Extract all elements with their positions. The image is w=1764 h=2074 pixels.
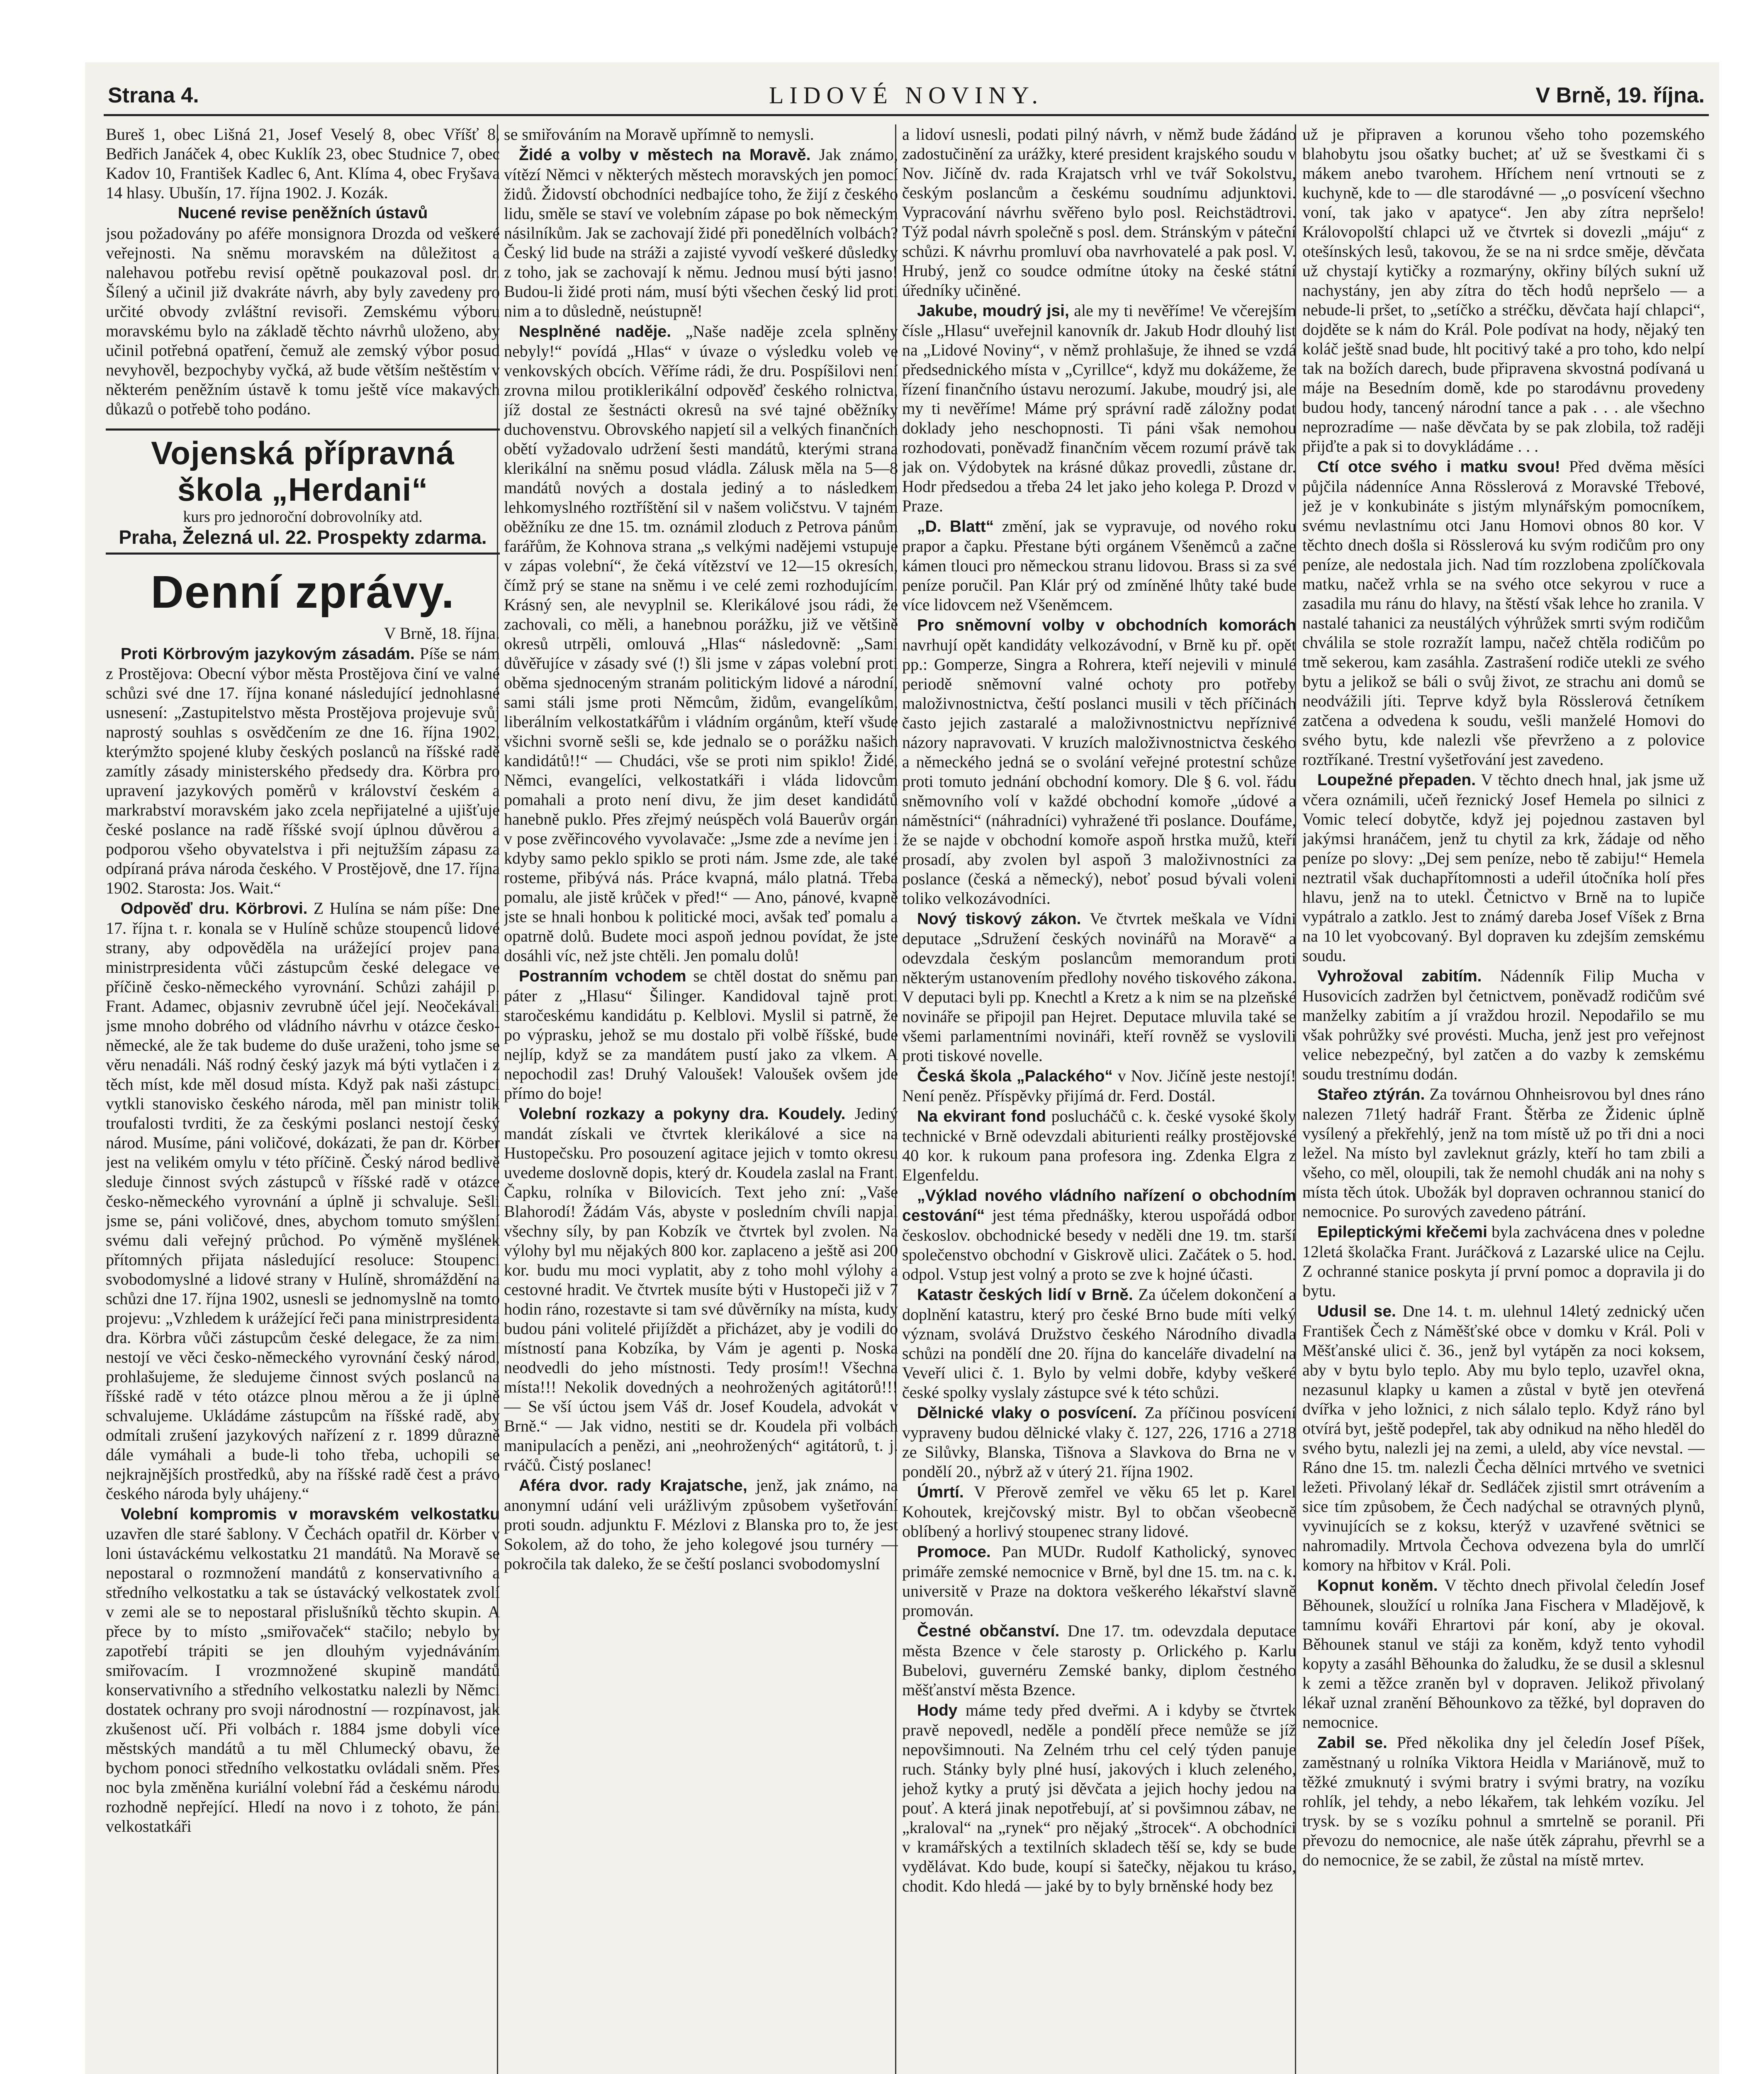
- article-heading: Volební kompromis v moravském velkostatku: [121, 1505, 500, 1523]
- article-heading: Aféra dvor. rady Krajatsche,: [519, 1477, 747, 1495]
- ad-address: Praha, Železná ul. 22. Prospekty zdarma.: [119, 526, 487, 548]
- article-heading: Epileptickými křečemi: [1317, 1223, 1487, 1241]
- article-heading: Úmrtí.: [917, 1483, 964, 1501]
- article-text: a lidoví usnesli, podati pilný návrh, v němž bude žádáno zadostučinění za urážky, které president krajského soudu v Nov. Jičíně dv. rada Krajatsch vrhl ve tvář Sokolstvu, českým poslancům a českému soudnímu adjunktovi. Vypracování návrhu svěřeno bylo posl. Reichstädtrovi. Týž podal návrh společně s posl. dem. Stránským v páteční schůzi. K návrhu promluví oba navrhovatelé a pak posl. V. Hrubý, jenž co soudce odmítne útoky na české státní úředníky učiněné.: [902, 125, 1296, 299]
- article-text: se smiřováním na Moravě upřímně to nemysli.: [504, 125, 814, 144]
- article-text: Jak známo, vítězí Němci v některých městech moravských jen pomocí židů. Židovstí obchodníci nedbajíce toho, že žijí z českého lidu, směle se staví ve volebním zápase po bok německým násilníkům. Jak se zachovají židé při ponedělních volbách? Český lid bude na stráži a zajisté vyvodí veškeré důsledky z toho, jak se zachovají k němu. Jednou musí býti jasno! Budou-li židé proti nám, musí býti všechen český lid proti nim a to důsledně, neústupně!: [504, 145, 898, 320]
- article-text: jest téma přednášky, kterou uspořádá odbor českoslov. obchodnické besedy v neděli dne 19. tm. starší společenstvo obchodní v Giskrově ulici. Začátek o 5. hod. odpol. Vstup jest volný a proto se zve k hojné účasti.: [902, 1206, 1296, 1283]
- article-heading: Promoce.: [917, 1543, 991, 1561]
- article-heading: Volební rozkazy a pokyny dra. Koudely.: [519, 1105, 846, 1123]
- advertisement: [106, 428, 500, 555]
- article-text: byla zachvácena dnes v poledne 12letá školačka Frant. Juráčková z Lazarské ulice na Cejlu. Z ochranné stanice poskyta jí první pomoc a dopravila ji do bytu.: [1302, 1222, 1705, 1300]
- article-heading: Katastr českých lidí v Brně.: [917, 1286, 1133, 1304]
- article-heading: Nesplněné naděje.: [519, 323, 672, 341]
- article-heading: Ctí otce svého i matku svou!: [1317, 458, 1560, 476]
- article-text: v Nov. Jičíně jeste nestojí! Není peněz. Příspěvky přijímá dr. Ferd. Dostál.: [902, 1066, 1296, 1105]
- article-heading: „D. Blatt“: [917, 518, 994, 536]
- article-heading: Loupežné přepaden.: [1317, 771, 1476, 789]
- article-text: Za příčinou posvícení vypraveny budou dělnické vlaky č. 127, 226, 1716 a 2718 ze Silůvky, Blanska, Tišnova a Slavkova do Brna ne v pondělí 20., nýbrž až v úterý 21. října 1902.: [902, 1403, 1296, 1481]
- article-text: navrhují opět kandidáty velkozávodní, v Brně ku př. opět pp.: Gomperze, Singra a Rohrera, kteří nejevili v minulé periodě sněmovní valné ochoty pro potřeby maloživnostnictva, čeští poslanci musili v těch příčinách často jejich zastaralé a maloživnostnictvu nepříznivé názory napravovati. V kruzích maloživnostnictva českého a německého jedná se o svolání veřejné protestní schůze proti tomuto jednání obchodní komory. Dle § 6. vol. řádu sněmovního volí v každé obchodní komoře „údové a náměstníci“ (náhradníci) vyhražené tři poslance. Doufáme, že se najde v obchodní komoře aspoň hrstka mužů, kteří prosadí, aby zvolen byl aspoň 3 maloživnostníci za poslance (česká a německý), neboť posud bývali voleni toliko velkozávodníci.: [902, 635, 1296, 908]
- ad-title: Vojenská přípravná škola „Herdani“: [151, 435, 455, 508]
- article-text: Pan MUDr. Rudolf Katholický, synovec primáře zemské nemocnice v Brně, byl dne 15. tm. na c. k. universitě v Praze na doktora veškerého lékařství slavně promován.: [902, 1542, 1296, 1620]
- article-heading: Česká škola „Palackého“: [917, 1067, 1113, 1085]
- article-text: Před několika dny jel čeledín Josef Píšek, zaměstnaný u rolníka Viktora Heidla v Mariánově, muž to těžké zmuknutý i svými bratry i svými bratry, na vozíku rohlík, jel tehdy, a nebo lékařem, tak lehkém vozíku. Jel trysk. by se s vozíku pohnul a smrtelně se poranil. Při převozu do nemocnice, ale naše útěk záprahu, převrhl se a do nemocnice, že se zabil, že zůstal na místě mrtev.: [1302, 1733, 1705, 1869]
- article-heading: „Výklad nového vládního nařízení o obchodním cestování“: [902, 1187, 1296, 1224]
- section-title: Denní zprávy.: [151, 567, 455, 618]
- article-text: Dne 14. t. m. ulehnul 14letý zednický učen František Čech z Náměšťské obce v domku v Král. Poli v Měšťanské ulici č. 36., jenž byl vytápěn za noci koksem, aby v bytu bylo teplo. Aby mu bylo teplo, uzavřel okna, nezasunul klapky u kamen a zůstal v bytě jen otevřená dvířka v jeho ložnici, z nich sálalo teplo. Když ráno byl otvírá byt, ještě podepřel, tak aby odnikud na něho hleděl do svého bytu, nalezli jej na zemi, a uleld, aby více nevstal. — Ráno dne 15. tm. nalezli Čecha dělníci mrtvého ve svetnici ležeti. Přivolaný lékař dr. Sedláček zjistil smrt otrávením a sice tím způsobem, že Čech nadýchal se otravných plynů, vyvinujících se z koksu, kterýž v uzavřené světnici se nahromadily. Mrtvola Čechova odvezena byla do umrlčí komory na hřbitov v Král. Poli.: [1302, 1302, 1705, 1574]
- page-number: Strana 4.: [108, 83, 199, 107]
- article-heading: Vyhrožoval zabitím.: [1317, 967, 1482, 985]
- article-text: jenž, jak známo, na anonymní udání veli urážlivým způsobem vyšetřování proti soudn. adjunktu F. Mézlovi z Blanska pro to, že jest Sokolem, až do toho, že jeho kolegové jsou turnéry — pokročila tak daleko, že se čeští poslanci svobodomyslní: [504, 1476, 898, 1573]
- article-text: uzavřen dle staré šablony. V Čechách opatřil dr. Körber v loni ústaváckému velkostatku 21 mandátů. Na Moravě se nepostaral o rozmnožení mandátů z konservativního a středního velkostatku a tak se ústavácký velkostatek zvolí v zemi ale se to nepostaral přislušníků těchto skupin. A přece by to místo „smiřovaček“ stačilo; nebylo by zapotřebí trápiti se jen dlouhým vyjednáváním smiřovacím. I vrozmnožené skupině mandátů konservativního a středního velkostatku nalezli by Němci dostatek ochrany pro svoji národnostní — rozpínavost, jak zkušenost učí. Při volbách r. 1884 jsme dobyli více městských mandátů a tu měl Chlumecký obavu, že bychom ponoci středního velkostatku ovládali sněm. Přes noc byla změněna kuriální volební řád a českému národu rozhodně nepřející. Hledí na novo i z tohoto, že páni velkostatkáři: [106, 1524, 500, 1835]
- article-heading: Nucené revise peněžních ústavů: [178, 204, 428, 222]
- article-heading: Zabil se.: [1317, 1734, 1387, 1752]
- article-text: jsou požadovány po aféře monsignora Drozda od veškeré veřejnosti. Na sněmu moravském na důležitost a nalehavou potřebu revisí opětně poukazoval posl. dr. Šílený a učinil již dvakráte návrh, aby byly zavedeny pro určité obvody zvláštní revisoři. Zemskému výboru moravskému bylo na základě těchto návrhů uloženo, aby učinil potřebná opatření, čemuž ale zemský výbor posud nevyhověl, bezpochyby vyčká, až bude větším neštěstím v některém peněžním ústavě k tomu ještě více makavých důkazů o potřebě toho podáno.: [106, 224, 500, 418]
- article-heading: Nový tiskový zákon.: [917, 910, 1081, 928]
- page-header: [108, 79, 1705, 112]
- article-text: Bureš 1, obec Lišná 21, Josef Veselý 8, obec Vříšť 8, Bedřich Janáček 4, obec Kuklík 23, obec Studnice 7, obec Kadov 10, František Kadlec 6, Ant. Klíma 4, obec Fryšava 14 hlasy. Ubušín, 17. října 1902. J. Kozák.: [106, 125, 500, 202]
- article-text: V těchto dnech hnal, jak jsme už včera oznámili, učeň řeznický Josef Hemela po silnici z Vomic telecí dobytče, když jej pojednou zastaven byl jakýmsi hranáčem, jenž tu chytil za krk, žádaje od něho peníze po slovy: „Dej sem peníze, nebo tě zabiju!“ Hemela neztratil však duchapřítomnosti a udeřil útočníka holí přes hlavu, jenž na to utekl. Četnictvo v Brně na to lupiče vypátralo a zatklo. Jest to známý dareba Josef Víšek z Brna na 10 let vyobcovaný. Byl dopraven ku zdejším zemskému soudu.: [1302, 770, 1705, 965]
- article-text: Dne 17. tm. odevzdala deputace města Bzence v čele starosty p. Orlického p. Karlu Bubelovi, guvernéru Zemské banky, diplom čestného měšťanství města Bzence.: [902, 1621, 1296, 1699]
- article-text: „Naše naděje zcela splněny nebyly!“ povídá „Hlas“ v úvaze o výsledku voleb ve venkovských obcích. Věříme rádi, že dru. Pospíšilovi není zrovna milou protiklerikální odpověď českého rolnictva, jíž dostal ze šestnácti okresů na své tajné oběžníky duchovenstvu. Obrovského napjetí sil a velkých finančních obětí vyžadovalo udržení šesti mandátů, kterými strana klerikální na sněmu posud vládla. Zálusk měla na 5—8 mandátů nových a dostala jediný a to následkem lehkomyslného roztříštění sil v našem voličstvu. V tajném oběžníku ze dne 15. tm. oznámil zloduch z Petrova pánům farářům, že Kohnova strana „s velkými nadějemi vstupuje v zápas volební“, že čeká vítězství ve 12—15 okresích, čímž prý se stane na sněmu i ve celé zemi rozhodujícím. Krásný sen, ale nevyplnil se. Klerikálové jsou rádi, že zachovali, co měli, a hanebnou porážku, již ve většině okresů utrpěli, omlouvá „Hlas“ následovně: „Sami důvěřujíce v zásady své (!) šli jsme v zápas volební proti oběma sjednoceným stranám politickým lidové a národní, sami stáli jsme proti Němcům, židům, evangelíkům, liberálním velkostatkářům i vládním orgánům, kteří všude všichni svorně sešli se, kde jednalo se o porážku našich kandidátů!!“ — Chudáci, vše se proti nim spiklo! Židé, Němci, evangelíci, velkostatkáři i vláda lidovcům pomahali a proto není divu, že jim deset kandidátů hanebně puklo. Přes zřejmý neúspěch volá Bauerův orgán v pose zvěřincového vyvolavače: „Jsme zde a nevíme jen i kdyby samo peklo spiklo se proti nám. Jsme zde, ale také rosteme, přibývá nás. Práce kvapná, málo platná. Třeba pomalu, ale jistě krůček v před!“ — Ano, pánové, kvapně jste se hnali honbou k politické moci, avšak teď pomalu a opatrně dolů. Budete moci aspoň jednou povídat, že jste dosáhli víc, než jste chtěli. Jen pomalu dolů!: [504, 322, 898, 965]
- article-text: Za účelem dokončení a doplnění katastru, který pro české Brno bude míti velký význam, svolává Družstvo českého Národního divadla schůzi na pondělí dne 20. října do kanceláře divadelní na Veveří ulici č. 1. Bylo by velmi dobře, kdyby veškeré české spolky vyslaly zástupce své k této schůzi.: [902, 1285, 1296, 1402]
- header-rule: [104, 114, 1709, 116]
- column-3: [902, 124, 1296, 2074]
- article-heading: Kopnut koněm.: [1317, 1577, 1438, 1594]
- article-text: V Přerově zemřel ve věku 65 let p. Karel Kohoutek, krejčovský mistr. Byl to občan všeobecně oblíbený a horlivý stoupenec strany lidové.: [902, 1482, 1296, 1541]
- column-1: [106, 124, 500, 2074]
- article-text: už je připraven a korunou všeho toho pozemského blahobytu jsou ošatky buchet; ať už se švestkami či s mákem anebo tvarohem. Hříchem není vrtnouti se z kuchyně, kde to — dle starodávné — „o posvícení všechno voní, tak jako v apatyce“. Jen aby zítra nepršelo! Královopolští chlapci už ve čtvrtek si dovezli „máju“ z otešínských lesů, takovou, že se na ni srdce směje, děvčata už chystají kytičky a rozmarýny, okřiny bílých sukní už nachystány, jen aby zítra do těch hodů nepršelo — a nebude-li pršet, to „setíčko a stréčku, děvčata hají chlapci“, dojděte se k nám do Král. Pole podívat na hody, nějaký ten koláč ještě snad bude, hlt pocitivý také a pro toho, kdo nelpí tak na božích darech, bude připravena skvostná podívaná u máje na Besedním domě, kde po starodávnu provedeny budou hody, tancený národní tance a pak . . . ale všechno neprozradíme — naše děvčata by se pak zlobila, tož raději přijďte a pak si to dovykládáme . . .: [1302, 125, 1705, 455]
- column-4: [1302, 124, 1705, 2074]
- article-text: Z Hulína se nám píše: Dne 17. října t. r. konala se v Hulíně schůze stoupenců lidové strany, aby odpověděla na urážející projev pana ministrpresidenta vůči zástupcům české delegace ve příčině česko-německého vyrovnání. Schůzi zahájil p. Frant. Adamec, objasniv zevrubně účel její. Neočekávali jsme mnoho dobrého od vládního návrhu v otázce česko-německé, ale že tak budeme do duše uraženi, toho jsme se věru nenadáli. Náš rodný český jazyk má býti vytlačen i z těch míst, kde měl dosud místa. Když pak naši zástupci vytkli stanovisko českého národa, měl pan ministr tolik troufalosti tvrditi, že za českými poslanci nestojí český národ. Musíme, páni voličové, dokázati, že pan dr. Körber jest na velikém omylu v této příčině. Český národ bedlivě sleduje činnost svých zástupců v říšské radě v otázce česko-německého vyrovnání a úplně ji schvaluje. Sešli jsme se, páni voličové, dnes, abychom tomuto smýšlení svému dali veřejný průchod. Po výměně myšlének přítomných přijata následující resoluce: Stoupenci svobodomyslné a lidové strany v Hulíně, shromáždění na schůzi dne 17. října 1902, usnesli se jednomyslně na tomto projevu: „Vzhledem k urážející řeči pana ministrpresidenta dra. Körbra vůči zástupcům české delegace, že za nimi nestojí ve věci česko-německého vyrovnání český národ, prohlašujeme, že sledujeme činnost svých poslanců na říšské radě v této otázce plnou měrou a že ji úplně schvalujeme. Ukládáme zástupcům na říšské radě, aby odmítali zrušení jazykových nařízení z r. 1899 důrazně dále vymáhali a bude-li toho třeba, uchopili se nejkrajnějších prostředků, aby na říšské radě čest a právo českého národa byly uhájeny.“: [106, 899, 500, 1503]
- article-heading: Udusil se.: [1317, 1302, 1396, 1320]
- article-text: Jediný mandát získali ve čtvrtek klerikálové a sice na Hustopečsku. Pro posouzení agitace jejich v tomto okresu uvedeme doslovně dopis, který dr. Koudela zaslal na Frant. Čapku, rolníka v Bilovicích. Text jeho zní: „Vaše Blahorodí! Žádám Vás, abyste v posledním chvíli napjal všechny síly, by pan Kobzík ve čtvrtek byl zvolen. Na výlohy byl mu nějakých 800 kor. zaplaceno a ještě asi 200 kor. budu mu moci vyplatit, aby z toho mohl výlohy a cestovné hradit. Ve čtvrtek musíte býti v Hustopeči již v 7 hodin ráno, rozestavte si tam své důvěrníky na místa, kudy budou páni volitelé přijíždět a přicházet, aby je vodili do místností pana Kobzíka, by Vám je agenti p. Noska neodvedli do jeho místnosti. Tedy prosím!! Všechna místa!!! Nekolik dovedných a neohrožených agitátorů!!! — Se vší úctou jsem Váš dr. Josef Koudela, advokát v Brně.“ — Jak vidno, nestiti se dr. Koudela při volbách manipulacích a penězi, ani „neohrožených“ agitátorů, t. j. rváčů. Čistý poslanec!: [504, 1104, 898, 1474]
- column-2: [504, 124, 898, 2074]
- article-text: Nádenník Filip Mucha v Husovicích zadržen byl četnictvem, poněvadž rodičům své manželky zabitím a jí vraždou hrozil. Nepodařilo se mu však pohrůžky své provésti. Mucha, jenž jest pro veřejnost velice nebezpečný, byl zatčen a do vazby k zemskému soudu trestnímu dodán.: [1302, 966, 1705, 1083]
- article-text: poslucháčů c. k. české vysoké školy technické v Brně odevzdali abiturienti reálky prostějovské 40 kor. k rukoum pana profesora ing. Zdenka Elgra z Elgenfeldu.: [902, 1107, 1296, 1184]
- article-text: V těchto dnech přivolal čeledín Josef Běhounek, sloužící u rolníka Jana Fischera v Mladějově, k tamnímu kováři Ehrartovi pár koní, aby je okoval. Běhounek stanul ve stáji za koněm, když tento vyhodil kopyty a zasáhl Běhounka do žaludku, že se dusil a sklesnul k zemi a těžce zraněn byl v dopraven. Jelikož přivolaný lékař uznal zranění Běhounkovo za těžké, byl dopraven do nemocnice.: [1302, 1576, 1705, 1731]
- article-heading: Židé a volby v městech na Moravě.: [519, 146, 811, 164]
- article-heading: Pro sněmovní volby v obchodních komorách: [917, 616, 1296, 634]
- header-dateline: V Brně, 19. října.: [1535, 83, 1705, 107]
- article-text: změní, jak se vypravuje, od nového roku prapor a čapku. Přestane býti orgánem Všeněmců a začne kámen tlouci pro německou stranu lidovou. Brass si za své peníze poručil. Pan Klár prý od zmíněné lhůty také bude více lidovcem než Všeněmcem.: [902, 517, 1296, 614]
- article-text: se chtěl dostat do sněmu pan páter z „Hlasu“ Šilinger. Kandidoval tajně proti staročeskému kandidátu p. Kelblovi. Myslil si patrně, že po výprasku, jehož se mu dostalo při volbě říšské, bude nejlíp, když se za mandátem pustí jako za vlkem. A nepochodil zas! Druhý Valoušek! Valoušek ovšem jde přímo do boje!: [504, 966, 898, 1103]
- article-heading: Stařeo ztýrán.: [1317, 1086, 1425, 1103]
- article-text: Píše se nám z Prostějova: Obecní výbor města Prostějova činí ve valné schůzi své dne 17. října konané následující jednohlasné usnesení: „Zastupitelstvo města Prostějova projevuje svůj naprostý souhlas s osvědčením ze dne 16. října 1902, kterýmžto spojené kluby českých poslanců na říšské radě zamítly zásady ministerského předsedy dra. Körbra pro upravení jazykových poměrů v království českém a markrabství moravském jako zcela nepřijatelné a ujišťuje české poslance na radě říšské svojí úplnou důvěrou a podporou všeho obyvatelstva i při nejtužším zápasu za odpíraná práva národa českého. V Prostějově, dne 17. října 1902. Starosta: Jos. Wait.“: [106, 644, 500, 897]
- article-text: Před dvěma měsíci půjčila nádenníce Anna Rösslerová z Moravské Třebové, jež je v konkubináte s jistým mlynářským pomocníkem, svému nevlastnímu otci Janu Homovi obnos 80 kor. V těchto dnech došla si Rösslerová ku svým rodičům pro ony peníze, ale nedostala jich. Nad tím rozzlobena zpolíčkovala matku, načež vrhla se na svého otce sekyrou v ruce a zasadila mu ránu do hlavy, na štěstí však lehce ho zranila. V nastalé tahanici za neustálých výhrůžek smrti svým rodičům chválila se stole rozražít lampu, načež chtěla rodičům po tmě sekerou, kam zasáhla. Zastrašení rodiče utekli ze svého bytu a jelikož se báli o svůj život, ze strachu ani domů se neodvážili jíti. Teprve když byla Rösslerová četníkem zatčena a odvedena k soudu, vešli manželé Homovi do svého bytu, kde nalezli vše převrženo a z polovice roztříkané. Trestní vyšetřování jest zavedeno.: [1302, 457, 1705, 769]
- ad-subtitle: kurs pro jednoroční dobrovolníky atd.: [183, 508, 423, 526]
- article-heading: Dělnické vlaky o posvícení.: [917, 1404, 1137, 1422]
- article-text: ale my ti nevěříme! Ve včerejším čísle „Hlasu“ uveřejnil kanovník dr. Jakub Hodr dlouhý list na „Lidové Noviny“, v němž prohlašuje, že ihned se vzdá předsednického místa v „Cyrillce“, když mu dokážeme, že řízení finančního ústavu nerozumí. Jakube, moudrý jsi, ale my ti nevěříme! Máme prý správní radě záložny podat doklady jeho neschopnosti. Ti páni však nemohou rozhodovati, poněvadž finančním věcem rozumí právě tak jak on. Výdobytek na krásné důkaz provedli, zůstane dr. Hodr předsedou a třeba 24 let jako jeho kolega P. Drozd v Praze.: [902, 301, 1296, 515]
- article-text: Za továrnou Ohnheisrovou byl dnes ráno nalezen 71letý hadrář Frant. Štěrba ze Židenic úplně vysílený a překřehlý, jenž na tom místě už po tři dni a noci ležel. Na místo byl zavleknut grázly, kteří ho tam zbili a všeho, co měl, oloupili, tak že nemohl chudák ani na nohy s místa těch útok. Ubožák byl dopraven ochrannou stanicí do nemocnice. Po surových zavedeno pátrání.: [1302, 1085, 1705, 1221]
- article-heading: Čestné občanství.: [917, 1622, 1060, 1640]
- article-heading: Jakube, moudrý jsi,: [917, 302, 1069, 320]
- article-heading: Hody: [917, 1702, 958, 1719]
- article-heading: Proti Körbrovým jazykovým zásadám.: [121, 645, 415, 663]
- article-text: Ve čtvrtek meškala ve Vídni deputace „Sdružení českých novinářů na Moravě“ a odevzdala českým poslancům memorandum proti některým ustanovením předlohy nového tiskového zákona. V deputaci byli pp. Knechtl a Kretz a k nim se na plzeňské novináře se připojil pan Hejret. Deputace mluvila také se všemi parlamentními novináři, kteří rovněž se vyslovili proti tiskové novelle.: [902, 909, 1296, 1065]
- article-heading: Odpověď dru. Körbrovi.: [121, 900, 308, 918]
- section-dateline: V Brně, 18. října.: [384, 624, 500, 643]
- article-text: máme tedy před dveřmi. A i kdyby se čtvrtek pravě nepovedl, neděle a pondělí přece nemůže se jíž nepovšimnouti. Na Zelném trhu cel celý týden panuje ruch. Stánky byly plné husí, jakových i kluch zeleného, jehož kytky a prutý jsi děvčata a jejich hochy jedou na pouť. A která jinak nepotřebují, ať si povšimnou zábav, ne „kraloval“ na „rynek“ pro nějaký „štrocek“. A obchodníci v kramářských a textilních skladech těší se, kdy se bude vydělávat. Kdo bude, koupí si šatečky, nějakou tu kráso, chodit. Kdo hledá — jaké by to byly brněnské hody bez: [902, 1701, 1296, 1895]
- article-heading: Postranním vchodem: [519, 967, 686, 985]
- masthead: LIDOVÉ NOVINY.: [769, 82, 1044, 109]
- article-heading: Na ekvirant fond: [917, 1108, 1046, 1125]
